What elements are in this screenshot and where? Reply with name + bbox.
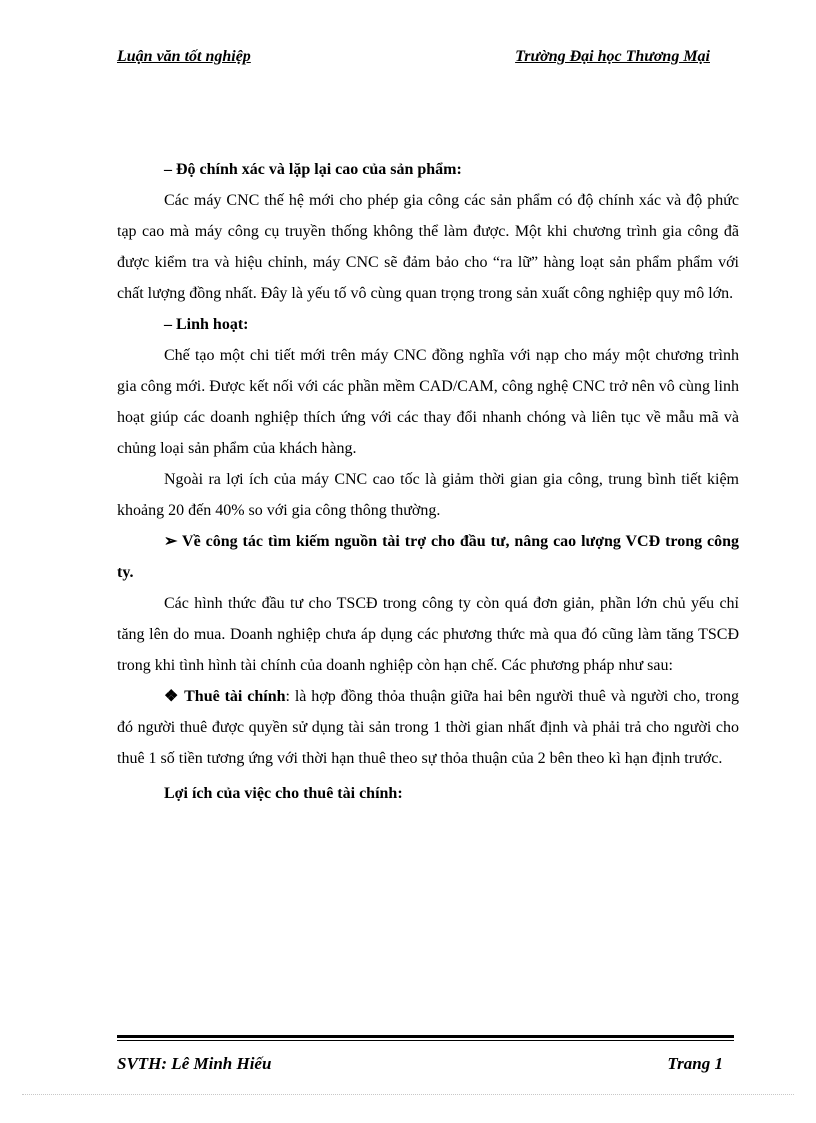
footer-student-name: SVTH: Lê Minh Hiếu xyxy=(117,1054,272,1073)
heading-flexibility: – Linh hoạt: xyxy=(164,316,249,333)
heading-funding-text: Về công tác tìm kiếm nguồn tài trợ cho đầu tư, nâng cao lượng VCĐ trong công ty. xyxy=(117,533,740,581)
page-bottom-dotted-line xyxy=(22,1094,794,1095)
paragraph-flexibility: Chế tạo một chi tiết mới trên máy CNC đồng nghĩa với nạp cho máy một chương trình gia công mới. Được kết nối với các phần mềm CAD/CAM, công nghệ CNC trở nên vô cùng linh hoạt giúp các doanh nghiệp thích ứng với các thay đổi nhanh chóng và liên tục về mẫu mã và chủng loại sản phẩm của khách hàng. xyxy=(117,347,739,457)
financial-leasing-definition: : là hợp đồng thỏa thuận giữa hai bên người thuê và người cho, trong đó người thuê được quyền sử dụng tài sản trong 1 thời gian nhất định và phải trả cho người cho thuê 1 số tiền tương ứng với thời hạn thuê theo sự thỏa thuận của 2 bên theo kì hạn định trước. xyxy=(117,688,740,767)
footer-page-number: Trang 1 xyxy=(667,1054,723,1073)
page-content xyxy=(117,154,739,809)
paragraph-precision: Các máy CNC thế hệ mới cho phép gia công các sản phẩm có độ chính xác và độ phức tạp cao mà máy công cụ truyền thống không thể làm được. Một khi chương trình gia công đã được kiểm tra và hiệu chỉnh, máy CNC sẽ đảm bảo cho “ra lữ” hàng loạt sản phẩm phẩm với chất lượng đồng nhất. Đây là yếu tố vô cùng quan trọng trong sản xuất công nghiệp quy mô lớn. xyxy=(117,192,739,302)
paragraph-financial-leasing xyxy=(117,681,739,774)
heading-leasing-benefits: Lợi ích của việc cho thuê tài chính: xyxy=(164,785,403,802)
diamond-bullet-icon: ❖ xyxy=(164,688,180,705)
header-thesis-label: Luận văn tốt nghiệp xyxy=(117,48,251,65)
paragraph-high-speed-benefit: Ngoài ra lợi ích của máy CNC cao tốc là giảm thời gian gia công, trung bình tiết kiệm khoảng 20 đến 40% so với gia công thông thường. xyxy=(117,471,739,519)
paragraph-investment-forms: Các hình thức đầu tư cho TSCĐ trong công ty còn quá đơn giản, phần lớn chủ yếu chỉ tăng lên do mua. Doanh nghiệp chưa áp dụng các phương thức mà qua đó cũng làm tăng TSCĐ trong khi tình hình tài chính của doanh nghiệp còn hạn chế. Các phương pháp như sau: xyxy=(117,595,739,674)
page-footer xyxy=(117,1054,723,1076)
term-financial-leasing: Thuê tài chính xyxy=(184,688,286,705)
heading-funding-section xyxy=(117,526,739,588)
footer-divider-thin xyxy=(117,1040,734,1041)
footer-divider-thick xyxy=(117,1035,734,1038)
arrow-bullet-icon: ➢ xyxy=(164,533,178,550)
heading-precision: – Độ chính xác và lặp lại cao của sản phẩm: xyxy=(164,161,462,178)
page-header xyxy=(117,48,710,70)
header-university-name: Trường Đại học Thương Mại xyxy=(515,48,710,65)
